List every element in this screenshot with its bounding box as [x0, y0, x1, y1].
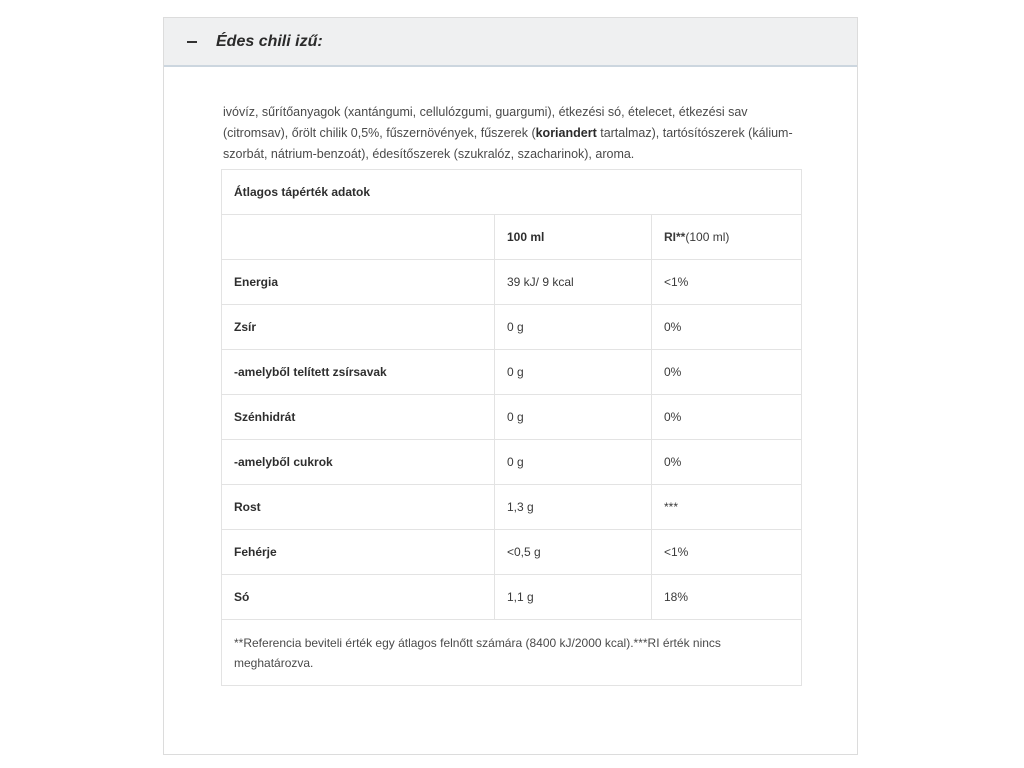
header-ri-bold: RI**	[664, 230, 686, 244]
nutrient-ri: <1%	[652, 260, 802, 305]
nutrient-amount: 0 g	[495, 440, 652, 485]
nutrient-name: Só	[222, 575, 495, 620]
nutrient-amount: 1,1 g	[495, 575, 652, 620]
ingredients-bold: koriandert	[535, 126, 597, 140]
nutrient-name: Szénhidrát	[222, 395, 495, 440]
table-row	[222, 395, 802, 440]
nutrient-ri: ***	[652, 485, 802, 530]
accordion-header[interactable]	[164, 18, 857, 67]
ingredients-text	[223, 102, 808, 165]
nutrition-footnote-row	[222, 620, 802, 686]
nutrient-amount: 39 kJ/ 9 kcal	[495, 260, 652, 305]
nutrient-name: -amelyből cukrok	[222, 440, 495, 485]
nutrient-ri: 0%	[652, 305, 802, 350]
nutrient-amount: 0 g	[495, 305, 652, 350]
nutrient-name: -amelyből telített zsírsavak	[222, 350, 495, 395]
nutrition-header-row	[222, 215, 802, 260]
nutrition-title: Átlagos tápérték adatok	[222, 170, 802, 215]
table-row	[222, 305, 802, 350]
ingredients-part-2: tartalmaz), tartósítószerek (kálium-szorbát, nátrium-benzoát), édesítőszerek (szukralóz, szacharinok), aroma.	[223, 126, 793, 161]
nutrient-ri: <1%	[652, 530, 802, 575]
header-empty-cell	[222, 215, 495, 260]
nutrient-name: Rost	[222, 485, 495, 530]
nutrient-name: Fehérje	[222, 530, 495, 575]
nutrient-ri: 0%	[652, 350, 802, 395]
table-row	[222, 260, 802, 305]
nutrient-amount: 0 g	[495, 350, 652, 395]
header-ri	[652, 215, 802, 260]
nutrient-amount: 1,3 g	[495, 485, 652, 530]
product-info-panel	[163, 17, 858, 755]
nutrition-title-row	[222, 170, 802, 215]
header-ri-rest: (100 ml)	[685, 230, 730, 244]
ingredients-part-1: ivóvíz, sűrítőanyagok (xantángumi, cellulózgumi, guargumi), étkezési só, ételecet, étkezési sav (citromsav), őrölt chilik 0,5%, fűszernövények, fűszerek (	[223, 105, 748, 140]
table-row	[222, 575, 802, 620]
table-row	[222, 350, 802, 395]
nutrient-amount: 0 g	[495, 395, 652, 440]
header-amount: 100 ml	[495, 215, 652, 260]
minus-icon[interactable]	[186, 35, 200, 49]
table-row	[222, 485, 802, 530]
nutrient-ri: 0%	[652, 440, 802, 485]
nutrient-amount: <0,5 g	[495, 530, 652, 575]
nutrient-name: Zsír	[222, 305, 495, 350]
nutrient-ri: 0%	[652, 395, 802, 440]
table-row	[222, 440, 802, 485]
nutrition-table	[221, 169, 802, 686]
nutrition-footnote: **Referencia beviteli érték egy átlagos felnőtt számára (8400 kJ/2000 kcal).***RI érték nincs meghatározva.	[222, 620, 802, 686]
accordion-title: Édes chili izű:	[216, 32, 323, 50]
nutrient-ri: 18%	[652, 575, 802, 620]
table-row	[222, 530, 802, 575]
nutrient-name: Energia	[222, 260, 495, 305]
